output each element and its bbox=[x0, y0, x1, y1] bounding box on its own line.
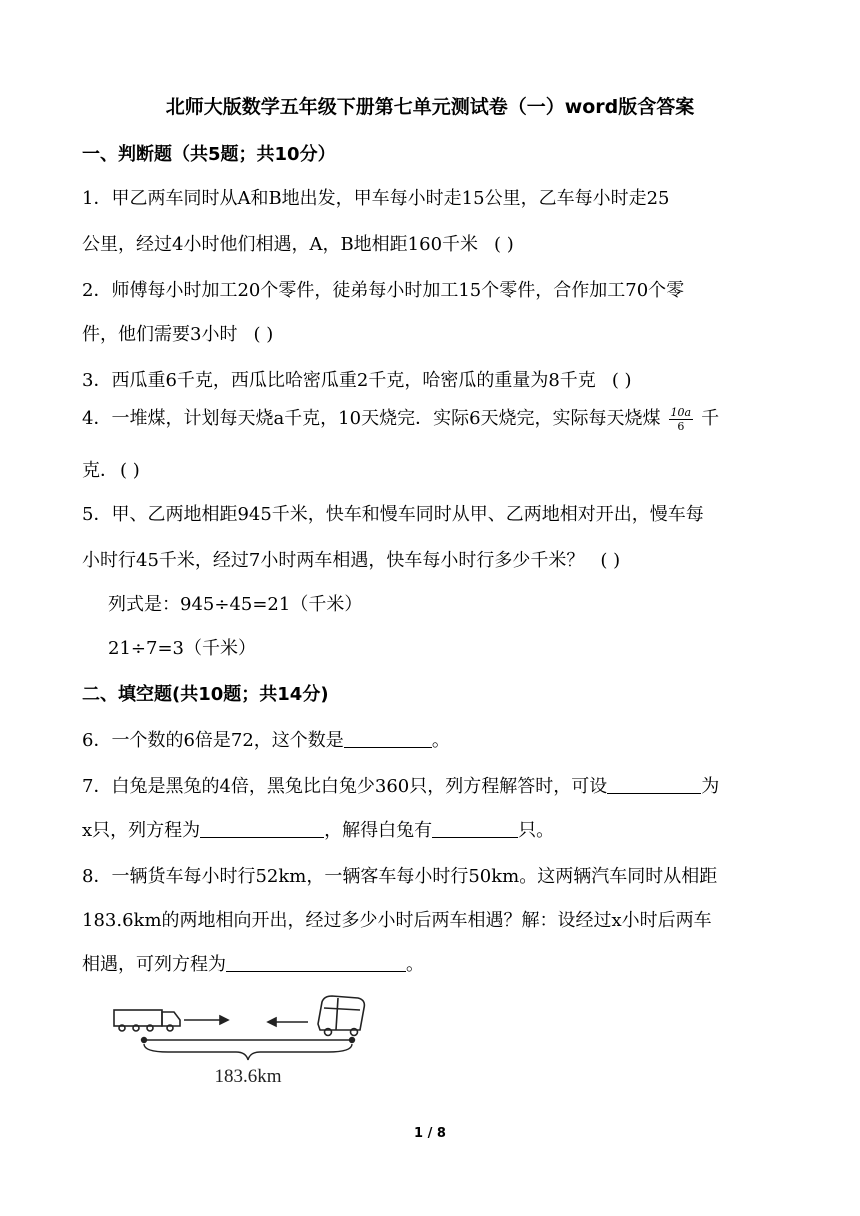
answer-blank[interactable] bbox=[226, 953, 406, 972]
q8-line1: 8．一辆货车每小时行52km，一辆客车每小时行50km。这两辆汽车同时从相距 bbox=[82, 866, 718, 887]
q1-line2 bbox=[82, 230, 514, 256]
q5-text: 小时行45千米，经过7小时两车相遇，快车每小时行多少千米？ bbox=[82, 550, 585, 571]
distance-brace bbox=[144, 1044, 352, 1060]
right-arrow-icon bbox=[184, 1016, 228, 1024]
q4-text: 4．一堆煤，计划每天烧a千克，10天烧完．实际6天烧完，实际每天烧煤 bbox=[82, 408, 661, 429]
q4-text-tail: 千 bbox=[701, 408, 720, 429]
q7-line1 bbox=[82, 772, 719, 798]
section-heading-judgment: 一、判断题（共5题；共10分） bbox=[82, 144, 336, 165]
q6-end: 。 bbox=[431, 730, 450, 751]
answer-blank[interactable] bbox=[432, 819, 518, 838]
q4-line2 bbox=[82, 456, 140, 482]
answer-paren: ( ) bbox=[120, 460, 140, 481]
q5-formula1: 列式是：945÷45=21（千米） bbox=[108, 594, 363, 615]
q8-end: 。 bbox=[406, 954, 424, 975]
q2-text: 件，他们需要3小时 bbox=[82, 324, 238, 345]
q1-line1: 1．甲乙两车同时从A和B地出发，甲车每小时走15公里，乙车每小时走25 bbox=[82, 188, 670, 209]
q8-text: 相遇，可列方程为 bbox=[82, 954, 226, 975]
distance-line bbox=[142, 1038, 355, 1043]
q6-text: 6．一个数的6倍是72，这个数是 bbox=[82, 730, 344, 751]
q2-line2 bbox=[82, 320, 273, 346]
q5-formula2: 21÷7=3（千米） bbox=[108, 638, 256, 659]
page-number: 1 / 8 bbox=[414, 1126, 446, 1141]
page-title: 北师大版数学五年级下册第七单元测试卷（一）word版含答案 bbox=[165, 96, 695, 118]
answer-paren: ( ) bbox=[611, 370, 632, 391]
truck-icon bbox=[114, 1010, 180, 1031]
q3-line1 bbox=[82, 366, 632, 392]
q7-line2 bbox=[82, 816, 554, 842]
left-arrow-icon bbox=[268, 1018, 308, 1026]
distance-label: 183.6km bbox=[214, 1066, 282, 1087]
q6-line bbox=[82, 726, 450, 752]
q8-line2: 183.6km的两地相向开出，经过多少小时后两车相遇？解：设经过x小时后两车 bbox=[82, 910, 712, 931]
q8-line3 bbox=[82, 950, 424, 976]
vehicles-diagram bbox=[108, 990, 378, 1090]
q5-line1: 5．甲、乙两地相距945千米，快车和慢车同时从甲、乙两地相对开出，慢车每 bbox=[82, 504, 704, 525]
q2-line1: 2．师傅每小时加工20个零件，徒弟每小时加工15个零件，合作加工70个零 bbox=[82, 280, 685, 301]
q7-text-tail: 为 bbox=[701, 776, 720, 797]
fraction bbox=[669, 406, 694, 433]
fraction-numerator: 10a bbox=[670, 405, 692, 419]
q4-text2: 克． bbox=[82, 460, 118, 481]
q7-text3: ，解得白兔有 bbox=[324, 820, 433, 841]
q7-text4: 只。 bbox=[518, 820, 555, 841]
answer-paren: ( ) bbox=[600, 550, 621, 571]
q5-line2 bbox=[82, 546, 620, 572]
fraction-denominator: 6 bbox=[677, 419, 685, 433]
q7-text: 7．白兔是黑兔的4倍，黑兔比白兔少360只，列方程解答时，可设 bbox=[82, 776, 608, 797]
answer-blank[interactable] bbox=[607, 775, 701, 794]
q1-text: 公里，经过4小时他们相遇，A，B地相距160千米 bbox=[82, 234, 479, 255]
section-heading-fill: 二、填空题(共10题；共14分) bbox=[82, 684, 329, 705]
answer-blank[interactable] bbox=[344, 729, 432, 748]
bus-icon bbox=[318, 996, 364, 1036]
answer-paren: ( ) bbox=[494, 234, 514, 255]
answer-blank[interactable] bbox=[200, 819, 324, 838]
q3-text: 3．西瓜重6千克，西瓜比哈密瓜重2千克，哈密瓜的重量为8千克 bbox=[82, 370, 596, 391]
q7-text2: x只，列方程为 bbox=[82, 820, 201, 841]
answer-paren: ( ) bbox=[253, 324, 274, 345]
q4-line1 bbox=[82, 404, 719, 433]
